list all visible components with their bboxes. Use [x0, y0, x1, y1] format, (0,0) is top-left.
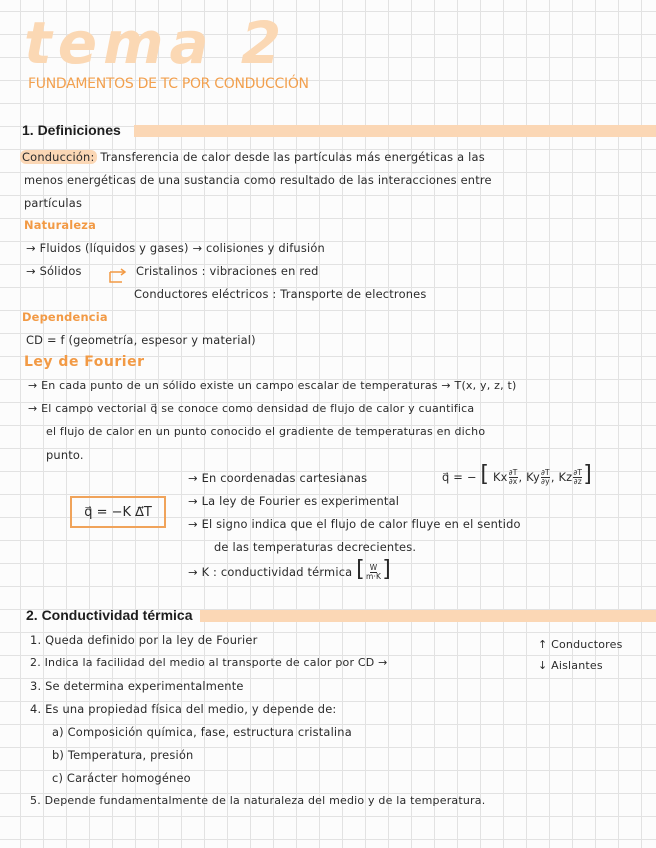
dependencia-label: Dependencia — [22, 310, 108, 324]
cartesian-line: → En coordenadas cartesianas — [188, 471, 368, 485]
list-item-3: 3. Se determina experimentalmente — [30, 679, 244, 693]
list-item-4b: b) Temperatura, presión — [52, 748, 194, 762]
section-2-heading: 2. Conductividad térmica — [26, 607, 193, 623]
sign-line-2: de las temperaturas decrecientes. — [214, 540, 417, 554]
fourier-line-3: el flujo de calor en un punto conocido el gradiente de temperaturas en dicho — [46, 425, 486, 438]
section-1-heading: 1. Definiciones — [22, 122, 121, 138]
naturaleza-label: Naturaleza — [24, 218, 97, 232]
heading-highlight-band — [200, 610, 656, 622]
definition-term: Conducción: — [22, 150, 95, 164]
list-item-1: 1. Queda definido por la ley de Fourier — [30, 633, 258, 647]
definition-text-1: Transferencia de calor desde las partículas más energéticas a las — [100, 150, 485, 164]
k-line: → K : conductividad térmica [ $\frac{W}{m\cdot K}$ ] — [188, 557, 391, 582]
naturaleza-conductors: Conductores eléctricos : Transporte de electrones — [134, 287, 427, 301]
heading-highlight-band — [134, 125, 656, 137]
naturaleza-crystalline: Cristalinos : vibraciones en red — [136, 264, 319, 278]
list-item-2: 2. Indica la facilidad del medio al transporte de calor por CD → — [30, 656, 388, 669]
fourier-formula-box: q⃗ = −K ∆⃗T — [70, 496, 166, 528]
fourier-label: Ley de Fourier — [24, 354, 145, 370]
tema-title: tema 2 — [24, 9, 288, 77]
page-subtitle: FUNDAMENTOS DE TC POR CONDUCCIÓN — [28, 76, 309, 92]
naturaleza-fluids: → Fluidos (líquidos y gases) → colisiones y difusión — [26, 241, 325, 255]
branch-arrow-icon — [106, 262, 132, 288]
definition-line-1 — [20, 150, 485, 164]
naturaleza-solids-label: → Sólidos — [26, 264, 82, 278]
definition-line-3: partículas — [24, 196, 83, 210]
sign-line-1: → El signo indica que el flujo de calor fluye en el sentido — [188, 517, 521, 531]
list-item-4: 4. Es una propiedad física del medio, y depende de: — [30, 702, 337, 716]
aislantes-label: ↓ Aislantes — [538, 659, 603, 672]
fourier-line-2: → El campo vectorial q⃗ se conoce como densidad de flujo de calor y cuantifica — [28, 402, 475, 415]
fourier-line-1: → En cada punto de un sólido existe un campo escalar de temperaturas → T(x, y, z, t) — [28, 379, 517, 392]
list-item-5: 5. Depende fundamentalmente de la naturaleza del medio y de la temperatura. — [30, 794, 486, 807]
cartesian-formula: q⃗ = − [ Kx $\frac{\partial T}{\partial x}$ , Ky $\frac{\partial T}{\partial y}$ , Kz $\frac{\partial T}{\partial z}$ ] — [442, 462, 593, 487]
experimental-line: → La ley de Fourier es experimental — [188, 494, 400, 508]
conductores-label: ↑ Conductores — [538, 638, 623, 651]
list-item-4a: a) Composición química, fase, estructura cristalina — [52, 725, 352, 739]
fourier-line-4: punto. — [46, 448, 84, 462]
dependencia-line: CD = f (geometría, espesor y material) — [26, 333, 256, 347]
list-item-4c: c) Carácter homogéneo — [52, 771, 191, 785]
definition-line-2: menos energéticas de una sustancia como resultado de las interacciones entre — [24, 173, 492, 187]
